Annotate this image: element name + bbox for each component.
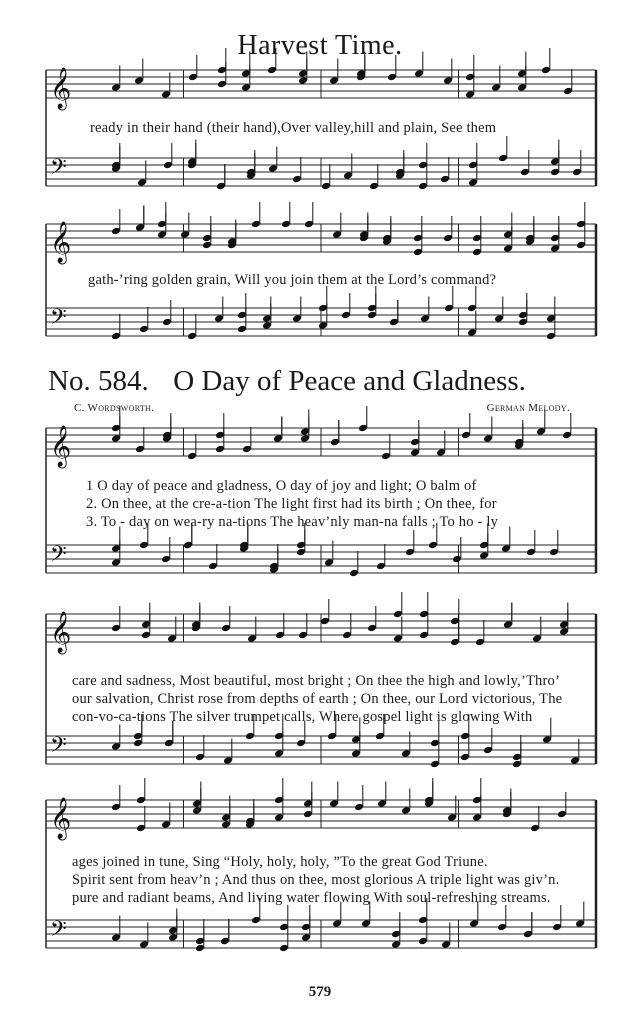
bass-clef-icon: 𝄢 xyxy=(50,305,67,335)
treble-clef-icon: 𝄞 xyxy=(50,426,72,467)
treble-clef-icon: 𝄞 xyxy=(50,68,72,109)
verse-line-s3-3: pure and radiant beams, And living water flowing With soul-refreshing streams. xyxy=(72,890,551,906)
treble-clef-icon: 𝄞 xyxy=(50,612,72,653)
page-number: 579 xyxy=(308,984,332,1000)
verse-line-s3-2: Spirit sent from heav’n ; And thus on thee, most glorious A triple light was giv’n. xyxy=(72,872,560,888)
hymn-title: O Day of Peace and Gladness. xyxy=(173,365,526,397)
bass-clef-icon: 𝄢 xyxy=(50,733,67,763)
verse-line-s1-1: 1 O day of peace and gladness, O day of joy and light; O balm of xyxy=(86,478,477,494)
verse-line-s2-2: our salvation, Christ rose from depths of earth ; On thee, our Lord victorious, The xyxy=(72,691,563,707)
hymn-number: No. 584. xyxy=(48,365,149,397)
previous-hymn-lyric-2: gath-’ring golden grain, Will you join them at the Lord’s command? xyxy=(88,272,497,288)
bass-clef-icon: 𝄢 xyxy=(50,542,67,572)
verse-line-s1-2: 2. On thee, at the cre-a-tion The light first had its birth ; On thee, for xyxy=(86,496,497,512)
verse-line-s3-1: ages joined in tune, Sing “Holy, holy, holy, ”To the great God Triune. xyxy=(72,854,488,870)
previous-hymn-title: Harvest Time. xyxy=(237,30,403,61)
previous-hymn-lyric-1: ready in their hand (their hand),Over valley,hill and plain, See them xyxy=(90,120,497,136)
verse-line-s2-1: care and sadness, Most beautiful, most bright ; On thee the high and lowly,’Thro’ xyxy=(72,673,561,689)
bass-clef-icon: 𝄢 xyxy=(50,917,67,947)
treble-clef-icon: 𝄞 xyxy=(50,798,72,839)
hymn-author: C. Wordsworth. xyxy=(74,402,155,414)
verse-line-s1-3: 3. To - day on wea-ry na-tions The heav’nly man-na falls ; To ho - ly xyxy=(86,514,499,530)
verse-line-s2-3: con-vo-ca-tions The silver trumpet calls, Where gospel light is glowing With xyxy=(72,709,533,725)
bass-clef-icon: 𝄢 xyxy=(50,155,67,185)
treble-clef-icon: 𝄞 xyxy=(50,222,72,263)
hymn-tune: German Melody. xyxy=(486,402,570,414)
hymn-header xyxy=(48,365,526,398)
